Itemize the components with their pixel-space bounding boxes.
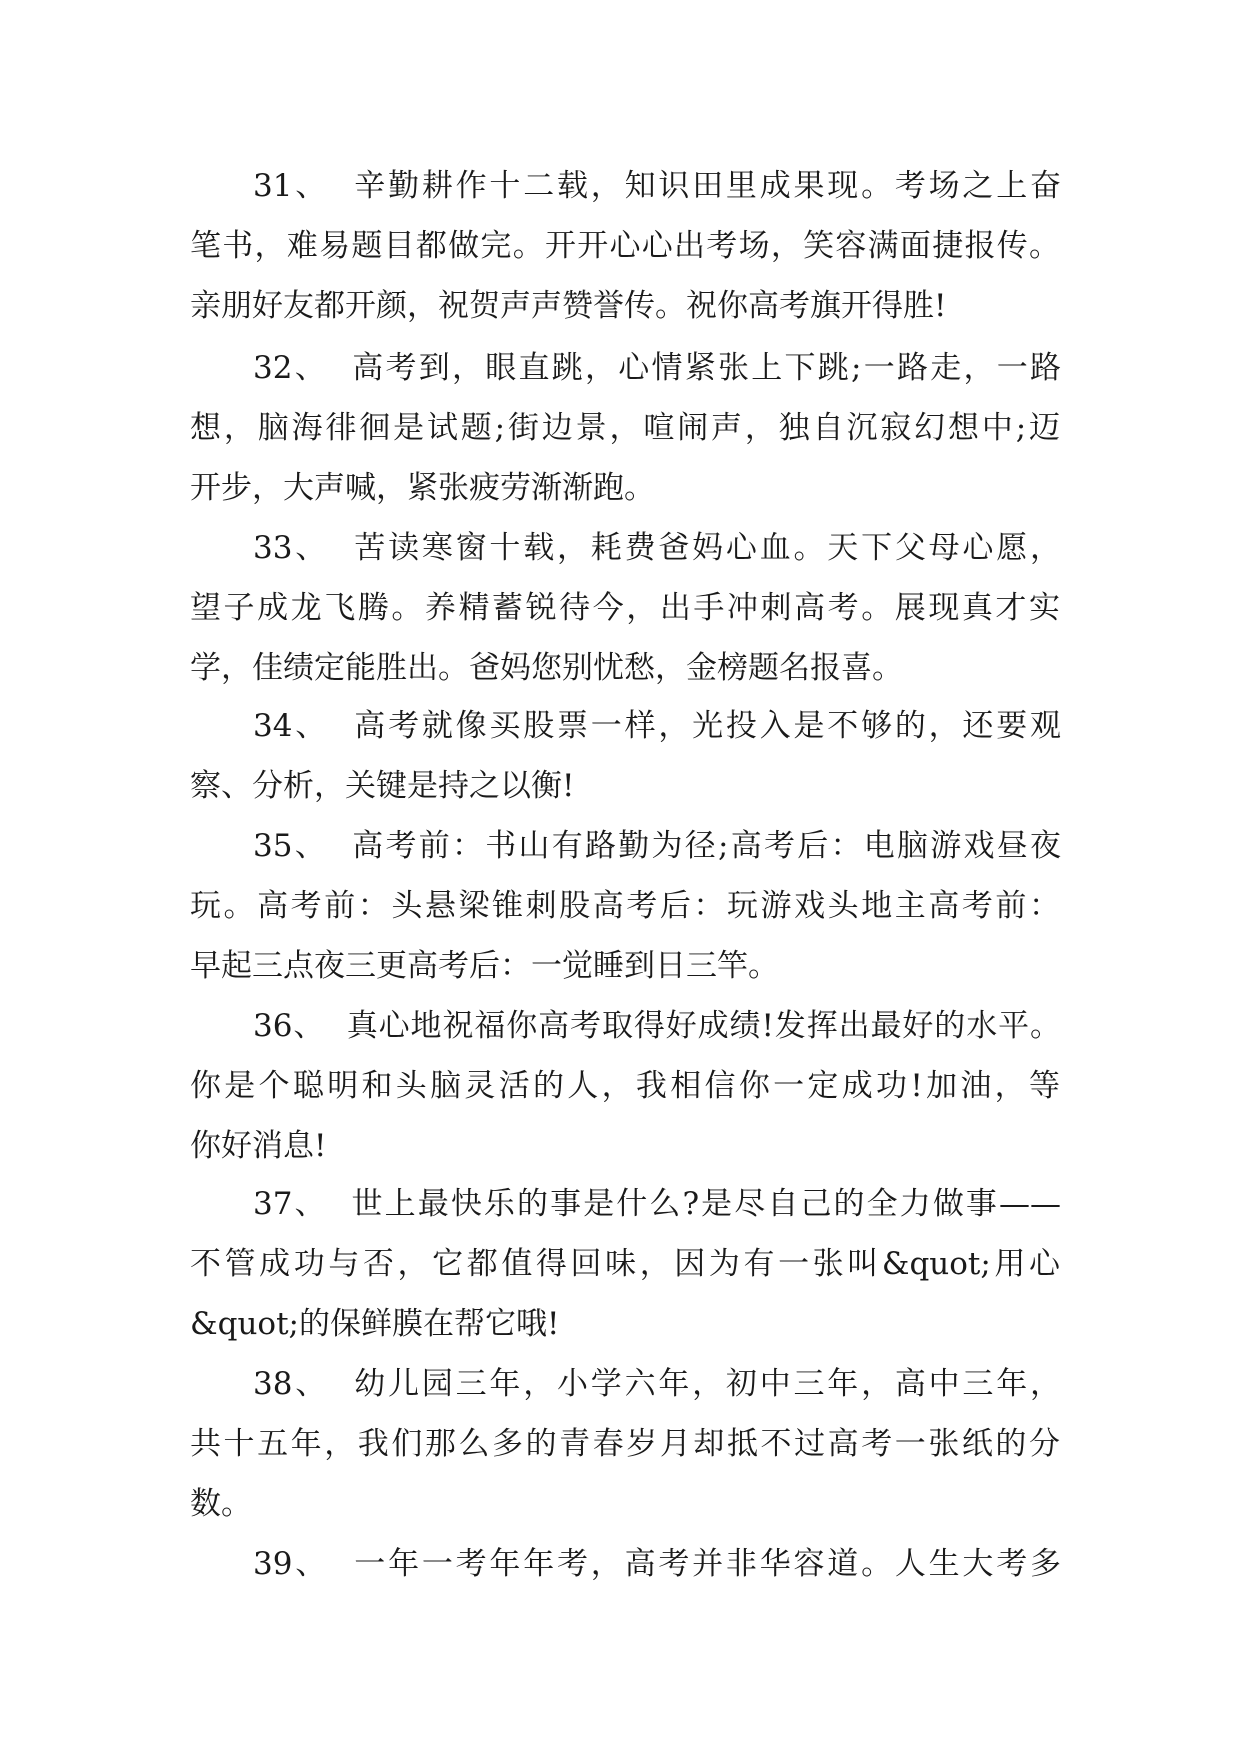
paragraph-line: 你是个聪明和头脑灵活的人，我相信你一定成功!加油，等	[190, 1068, 1060, 1104]
paragraph-line	[253, 156, 1061, 216]
paragraph-line	[253, 1354, 1061, 1414]
paragraph-line	[253, 816, 1061, 876]
item-number: 36、	[253, 1008, 326, 1044]
item-number: 39、	[253, 1546, 330, 1582]
paragraph-line: 数。	[190, 1486, 252, 1522]
paragraph-line: 察、分析，关键是持之以衡!	[190, 768, 575, 804]
paragraph-line: 望子成龙飞腾。养精蓄锐待今，出手冲刺高考。展现真才实	[190, 590, 1060, 626]
item-text: 苦读寒窗十载，耗费爸妈心血。天下父母心愿，	[354, 530, 1061, 566]
item-text: 高考到，眼直跳，心情紧张上下跳;一路走，一路	[352, 350, 1061, 386]
paragraph-line: 开步，大声喊，紧张疲劳渐渐跑。	[190, 470, 655, 506]
paragraph-line: 不管成功与否，它都值得回味，因为有一张叫&quot;用心	[190, 1246, 1060, 1282]
item-text: 高考前：书山有路勤为径;高考后：电脑游戏昼夜	[352, 828, 1061, 864]
item-number: 33、	[253, 530, 330, 566]
item-number: 34、	[253, 708, 330, 744]
item-text: 一年一考年年考，高考并非华容道。人生大考多	[354, 1546, 1061, 1582]
paragraph-line: 亲朋好友都开颜，祝贺声声赞誉传。祝你高考旗开得胜!	[190, 288, 947, 324]
item-text: 世上最快乐的事是什么?是尽自己的全力做事——	[351, 1186, 1062, 1222]
item-number: 31、	[253, 168, 330, 204]
paragraph-line	[253, 996, 1061, 1056]
paragraph-line	[253, 338, 1061, 398]
paragraph-line	[253, 1534, 1061, 1594]
paragraph-line	[253, 1174, 1061, 1234]
paragraph-line	[253, 696, 1061, 756]
paragraph-line: 想，脑海徘徊是试题;街边景，喧闹声，独自沉寂幻想中;迈	[190, 410, 1060, 446]
paragraph-line: 早起三点夜三更高考后：一觉睡到日三竿。	[190, 948, 779, 984]
item-text: 真心地祝福你高考取得好成绩!发挥出最好的水平。	[346, 1008, 1061, 1044]
paragraph-line: 你好消息!	[190, 1128, 327, 1164]
item-text: 幼儿园三年，小学六年，初中三年，高中三年，	[354, 1366, 1061, 1402]
paragraph-line: 玩。高考前：头悬梁锥刺股高考后：玩游戏头地主高考前：	[190, 888, 1060, 924]
paragraph-line	[253, 518, 1061, 578]
paragraph-line: 笔书，难易题目都做完。开开心心出考场，笑容满面捷报传。	[190, 228, 1060, 264]
item-text: 高考就像买股票一样，光投入是不够的，还要观	[354, 708, 1061, 744]
paragraph-line: &quot;的保鲜膜在帮它哦!	[190, 1306, 560, 1342]
item-number: 38、	[253, 1366, 330, 1402]
item-text: 辛勤耕作十二载，知识田里成果现。考场之上奋	[354, 168, 1061, 204]
paragraph-line: 学，佳绩定能胜出。爸妈您别忧愁，金榜题名报喜。	[190, 650, 903, 686]
item-number: 37、	[253, 1186, 328, 1222]
paragraph-line: 共十五年，我们那么多的青春岁月却抵不过高考一张纸的分	[190, 1426, 1060, 1462]
item-number: 32、	[253, 350, 328, 386]
item-number: 35、	[253, 828, 328, 864]
